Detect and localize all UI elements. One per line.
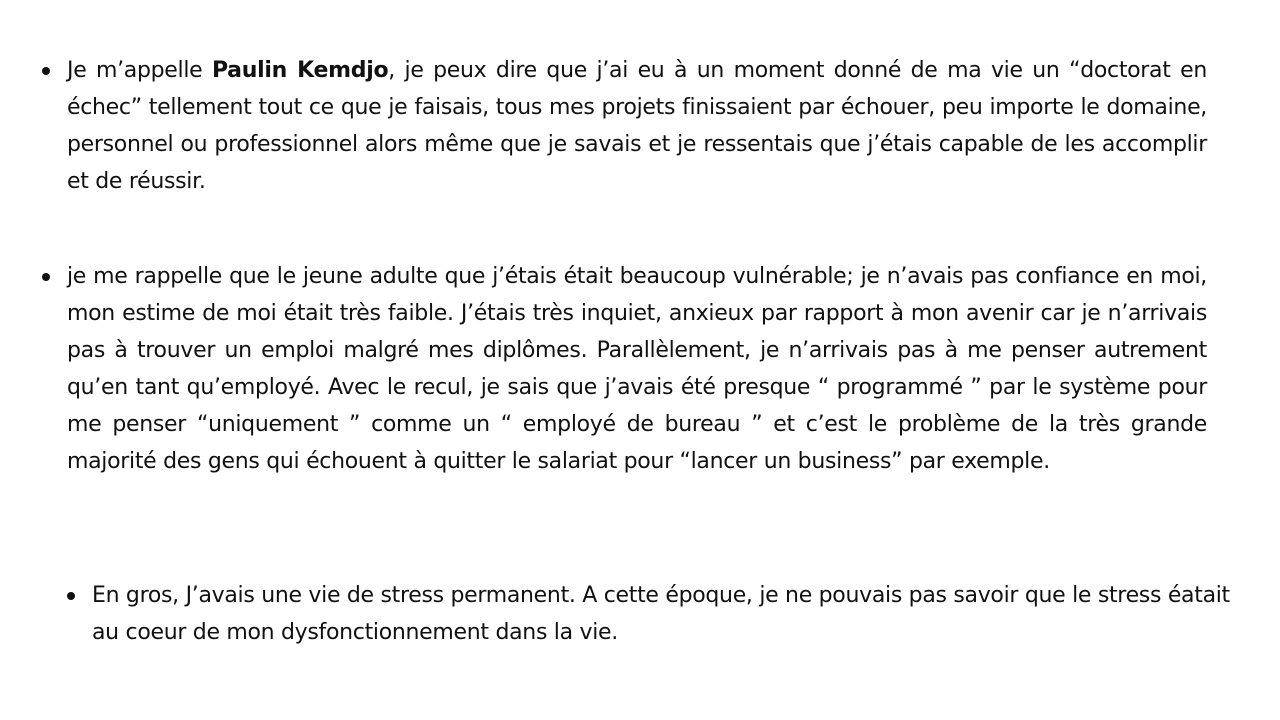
author-name: Paulin Kemdjo xyxy=(211,58,389,83)
bullet-dot-icon xyxy=(67,592,75,600)
paragraph-1-intro: Je m’appelle xyxy=(67,58,212,83)
paragraph-text-3: En gros, J’avais une vie de stress permanent. A cette époque, je ne pouvais pas savoir que le stress éatait au coeur de mon dysfonctionnement dans la vie. xyxy=(92,583,1230,645)
paragraph-text-1 xyxy=(67,52,1207,200)
bullet-paragraph-3 xyxy=(92,577,1242,651)
bullet-dot-icon xyxy=(42,67,50,75)
paragraph-1-rest: , je peux dire que j’ai eu à un moment donné de ma vie un “doctorat en échec” tellement tout ce que je faisais, tous mes projets finissaient par échouer, peu importe le domaine, personnel ou professionnel alors même que je savais et je ressentais que j’étais capable de les accomplir et de réussir. xyxy=(67,58,1207,194)
paragraph-text-2: je me rappelle que le jeune adulte que j’étais était beaucoup vulnérable; je n’avais pas confiance en moi, mon estime de moi était très faible. J’étais très inquiet, anxieux par rapport à mon avenir car je n’arrivais pas à trouver un emploi malgré mes diplômes. Parallèlement, je n’arrivais pas à me penser autrement qu’en tant qu’employé. Avec le recul, je sais que j’avais été presque “ programmé ” par le système pour me penser “uniquement ” comme un “ employé de bureau ” et c’est le problème de la très grande majorité des gens qui échouent à quitter le salariat pour “lancer un business” par exemple. xyxy=(67,264,1207,474)
bullet-paragraph-2 xyxy=(67,258,1207,480)
bullet-dot-icon xyxy=(42,273,50,281)
bullet-paragraph-1 xyxy=(67,52,1207,200)
